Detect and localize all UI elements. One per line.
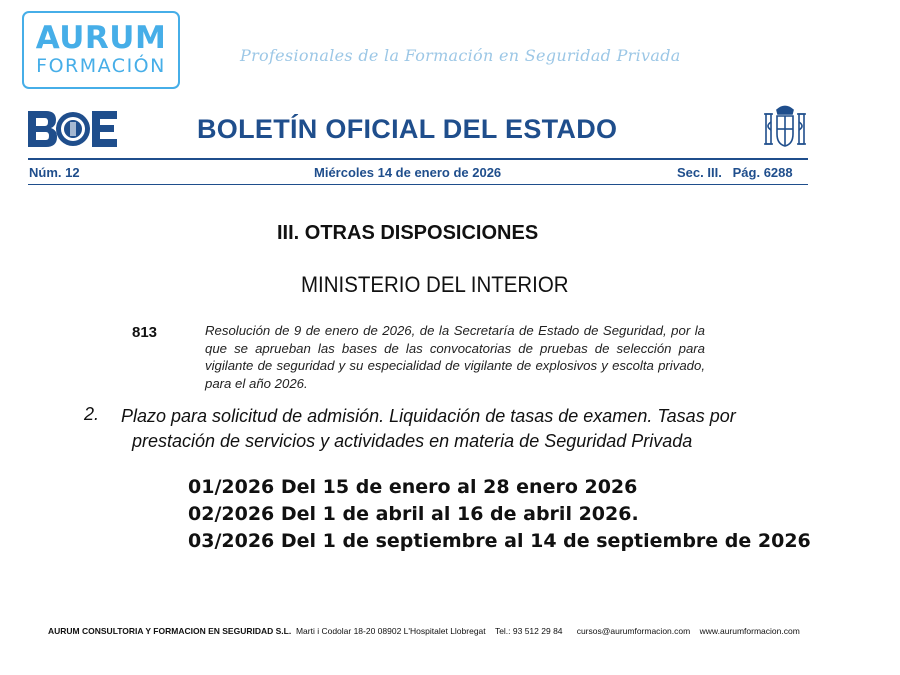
section-heading: III. OTRAS DISPOSICIONES (277, 222, 539, 244)
footer-web[interactable]: www.aurumformacion.com (699, 626, 800, 636)
footer-address: Marti i Codolar 18-20 08902 L'Hospitalet Llobregat (295, 626, 486, 636)
section-page: Sec. III. Pág. 6288 (677, 165, 793, 180)
boe-title: BOLETÍN OFICIAL DEL ESTADO (197, 114, 618, 144)
footer (48, 626, 800, 636)
logo-main-text: AURUM (35, 20, 167, 56)
slogan: Profesionales de la Formación en Seguridad Privada (240, 46, 681, 65)
resolution-text: Resolución de 9 de enero de 2026, de la Secretaría de Estado de Seguridad, por la que se aprueban las bases de las convocatorias de pruebas de selección para vigilante de seguridad y su especialidad de vigilante de explosivos y escolta privado, para el año 2026. (205, 323, 705, 391)
boe-logo (28, 110, 118, 148)
ministry-heading: MINISTERIO DEL INTERIOR (301, 272, 569, 297)
issue-number: Núm. 12 (29, 165, 80, 180)
aurum-logo (22, 11, 180, 89)
issue-date: Miércoles 14 de enero de 2026 (314, 165, 502, 180)
header-rule-bottom (28, 184, 808, 185)
item-number: 2. (84, 404, 100, 424)
item-text (121, 404, 821, 454)
coat-of-arms-icon (762, 102, 808, 152)
footer-company: AURUM CONSULTORIA Y FORMACION EN SEGURIDAD S.L. (48, 626, 292, 636)
item-line-2: prestación de servicios y actividades en materia de Seguridad Privada (132, 431, 693, 451)
resolution-number: 813 (132, 324, 158, 341)
footer-email[interactable]: cursos@aurumformacion.com (576, 626, 691, 636)
footer-phone: Tel.: 93 512 29 84 (494, 626, 563, 636)
period-1: 01/2026 Del 15 de enero al 28 enero 2026 (188, 476, 638, 498)
header-rule-top (28, 158, 808, 160)
logo-sub-text: FORMACIÓN (36, 55, 166, 77)
period-3: 03/2026 Del 1 de septiembre al 14 de septiembre de 2026 (188, 530, 811, 552)
period-2: 02/2026 Del 1 de abril al 16 de abril 2026. (188, 503, 639, 525)
item-line-1: Plazo para solicitud de admisión. Liquidación de tasas de examen. Tasas por (121, 406, 736, 426)
